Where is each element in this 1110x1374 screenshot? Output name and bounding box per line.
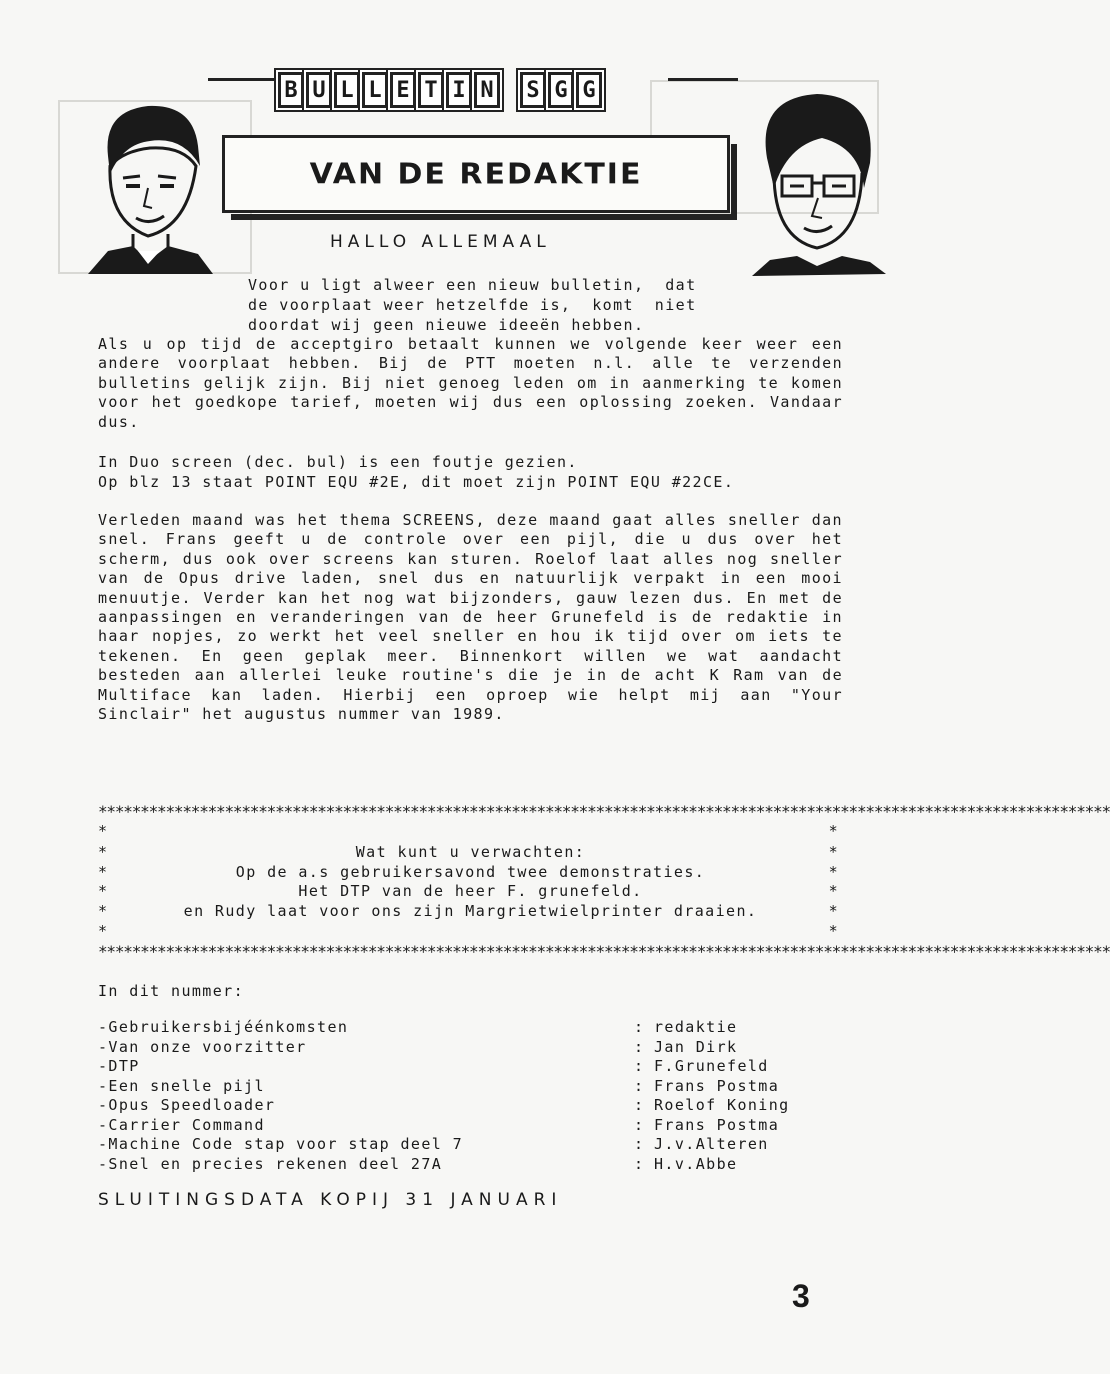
toc-topic: -Carrier Command: [98, 1116, 265, 1134]
greeting-heading: HALLO ALLEMAAL: [330, 232, 551, 252]
toc-author: H.v.Abbe: [654, 1155, 738, 1173]
toc-topic: -Een snelle pijl: [98, 1077, 265, 1095]
header-rule-right: [668, 78, 738, 81]
box-row: * Op de a.s gebruikersavond twee demonstraties. *: [98, 863, 843, 883]
masthead-letter: B: [278, 72, 304, 108]
star-border-top: ************************************************************************************************************************: [98, 802, 1110, 821]
header-rule-left: [208, 78, 278, 81]
masthead-letter: G: [576, 72, 602, 108]
box-row: * Wat kunt u verwachten: *: [98, 843, 843, 863]
paragraph-acceptgiro: Als u op tijd de acceptgiro betaalt kunnen we volgende keer weer een andere voorplaat hebben. Bij de PTT moeten n.l. alle te verzenden bulletins gelijk zijn. Bij niet genoeg leden om in aanmerking te komen voor het goedkope tarief, moeten wij dus een oplossing zoeken. Vandaar dus.: [98, 335, 843, 431]
toc-row: -Van onze voorzitter : Jan Dirk: [98, 1038, 738, 1056]
toc-author: Frans Postma: [654, 1077, 780, 1095]
intro-line: doordat wij geen nieuwe ideeën hebben.: [248, 316, 645, 334]
toc-topic: -Machine Code stap voor stap deel 7: [98, 1135, 464, 1153]
toc-topic: -Gebruikersbijéénkomsten: [98, 1018, 349, 1036]
intro-line: de voorplaat weer hetzelfde is, komt niet: [248, 296, 697, 314]
toc-row: -DTP : F.Grunefeld: [98, 1057, 769, 1075]
toc-author: redaktie: [654, 1018, 738, 1036]
toc-topic: -DTP: [98, 1057, 140, 1075]
masthead-letter: N: [474, 72, 500, 108]
section-title: VAN DE REDAKTIE: [309, 157, 643, 191]
star-border-bottom: ************************************************************************************************************************: [98, 942, 1110, 961]
masthead-letter: E: [390, 72, 416, 108]
toc-topic: -Opus Speedloader: [98, 1096, 276, 1114]
correction-line: In Duo screen (dec. bul) is een foutje gezien.: [98, 453, 578, 471]
toc-row: -Carrier Command : Frans Postma: [98, 1116, 780, 1134]
box-line: Op de a.s gebruikersavond twee demonstraties.: [235, 863, 706, 881]
masthead-letter: G: [548, 72, 574, 108]
toc-author: F.Grunefeld: [654, 1057, 769, 1075]
masthead-letter: T: [418, 72, 444, 108]
section-title-box: [222, 135, 730, 213]
masthead-letter: L: [362, 72, 388, 108]
toc-author: Roelof Koning: [654, 1096, 790, 1114]
box-row: * en Rudy laat voor ons zijn Margrietwielprinter draaien. *: [98, 902, 843, 922]
toc-author: J.v.Alteren: [654, 1135, 769, 1153]
closing-deadline: SLUITINGSDATA KOPIJ 31 JANUARI: [98, 1190, 563, 1210]
box-line: Het DTP van de heer F. grunefeld.: [298, 882, 643, 900]
box-row-empty: * *: [98, 922, 839, 940]
masthead-letter: U: [306, 72, 332, 108]
toc-row: -Machine Code stap voor stap deel 7 : J.v.Alteren: [98, 1135, 769, 1153]
intro-line: Voor u ligt alweer een nieuw bulletin, dat: [248, 276, 697, 294]
paragraph-this-month: Verleden maand was het thema SCREENS, deze maand gaat alles sneller dan snel. Frans geeft u de controle over een pijl, die u dus over het scherm, dus ook over screens kan sturen. Roelof laat alles nog sneller van de Opus drive laden, snel dus en natuurlijk verpakt in een mooi menuutje. Verder kan het nog wat bijzonders, gauw lezen dus. En met de aanpassingen en veranderingen van de heer Grunefeld is de redaktie in haar nopjes, zo werkt het veel sneller en hou ik tijd over om iets te tekenen. En geen geplak meer. Binnenkort willen we wat aandacht besteden aan allerlei leuke routine's die je in de acht K Ram van de Multiface kan laden. Hierbij een oproep wie helpt mij aan "Your Sinclair" het augustus nummer van 1989.: [98, 511, 843, 724]
portrait-right-illustration: [752, 88, 887, 278]
toc-row: -Een snelle pijl : Frans Postma: [98, 1077, 780, 1095]
toc-author: Jan Dirk: [654, 1038, 738, 1056]
box-line-heading: Wat kunt u verwachten:: [355, 843, 586, 861]
portrait-left-illustration: [88, 96, 218, 276]
box-row: * Het DTP van de heer F. grunefeld. *: [98, 882, 843, 902]
box-line: en Rudy laat voor ons zijn Margrietwielprinter draaien.: [183, 902, 758, 920]
toc-row: -Gebruikersbijéénkomsten : redaktie: [98, 1018, 738, 1036]
toc-row: -Opus Speedloader : Roelof Koning: [98, 1096, 790, 1114]
contents-heading: In dit nummer:: [98, 982, 245, 1000]
masthead-letter: S: [520, 72, 546, 108]
masthead-letter: I: [446, 72, 472, 108]
toc-topic: -Van onze voorzitter: [98, 1038, 307, 1056]
box-row-empty: * *: [98, 822, 839, 840]
masthead-letter: L: [334, 72, 360, 108]
correction-line: Op blz 13 staat POINT EQU #2E, dit moet zijn POINT EQU #22CE.: [98, 473, 735, 491]
toc-author: Frans Postma: [654, 1116, 780, 1134]
toc-topic: -Snel en precies rekenen deel 27A: [98, 1155, 443, 1173]
masthead: [278, 72, 602, 108]
page-number: 3: [792, 1278, 810, 1314]
toc-row: -Snel en precies rekenen deel 27A : H.v.Abbe: [98, 1155, 738, 1173]
